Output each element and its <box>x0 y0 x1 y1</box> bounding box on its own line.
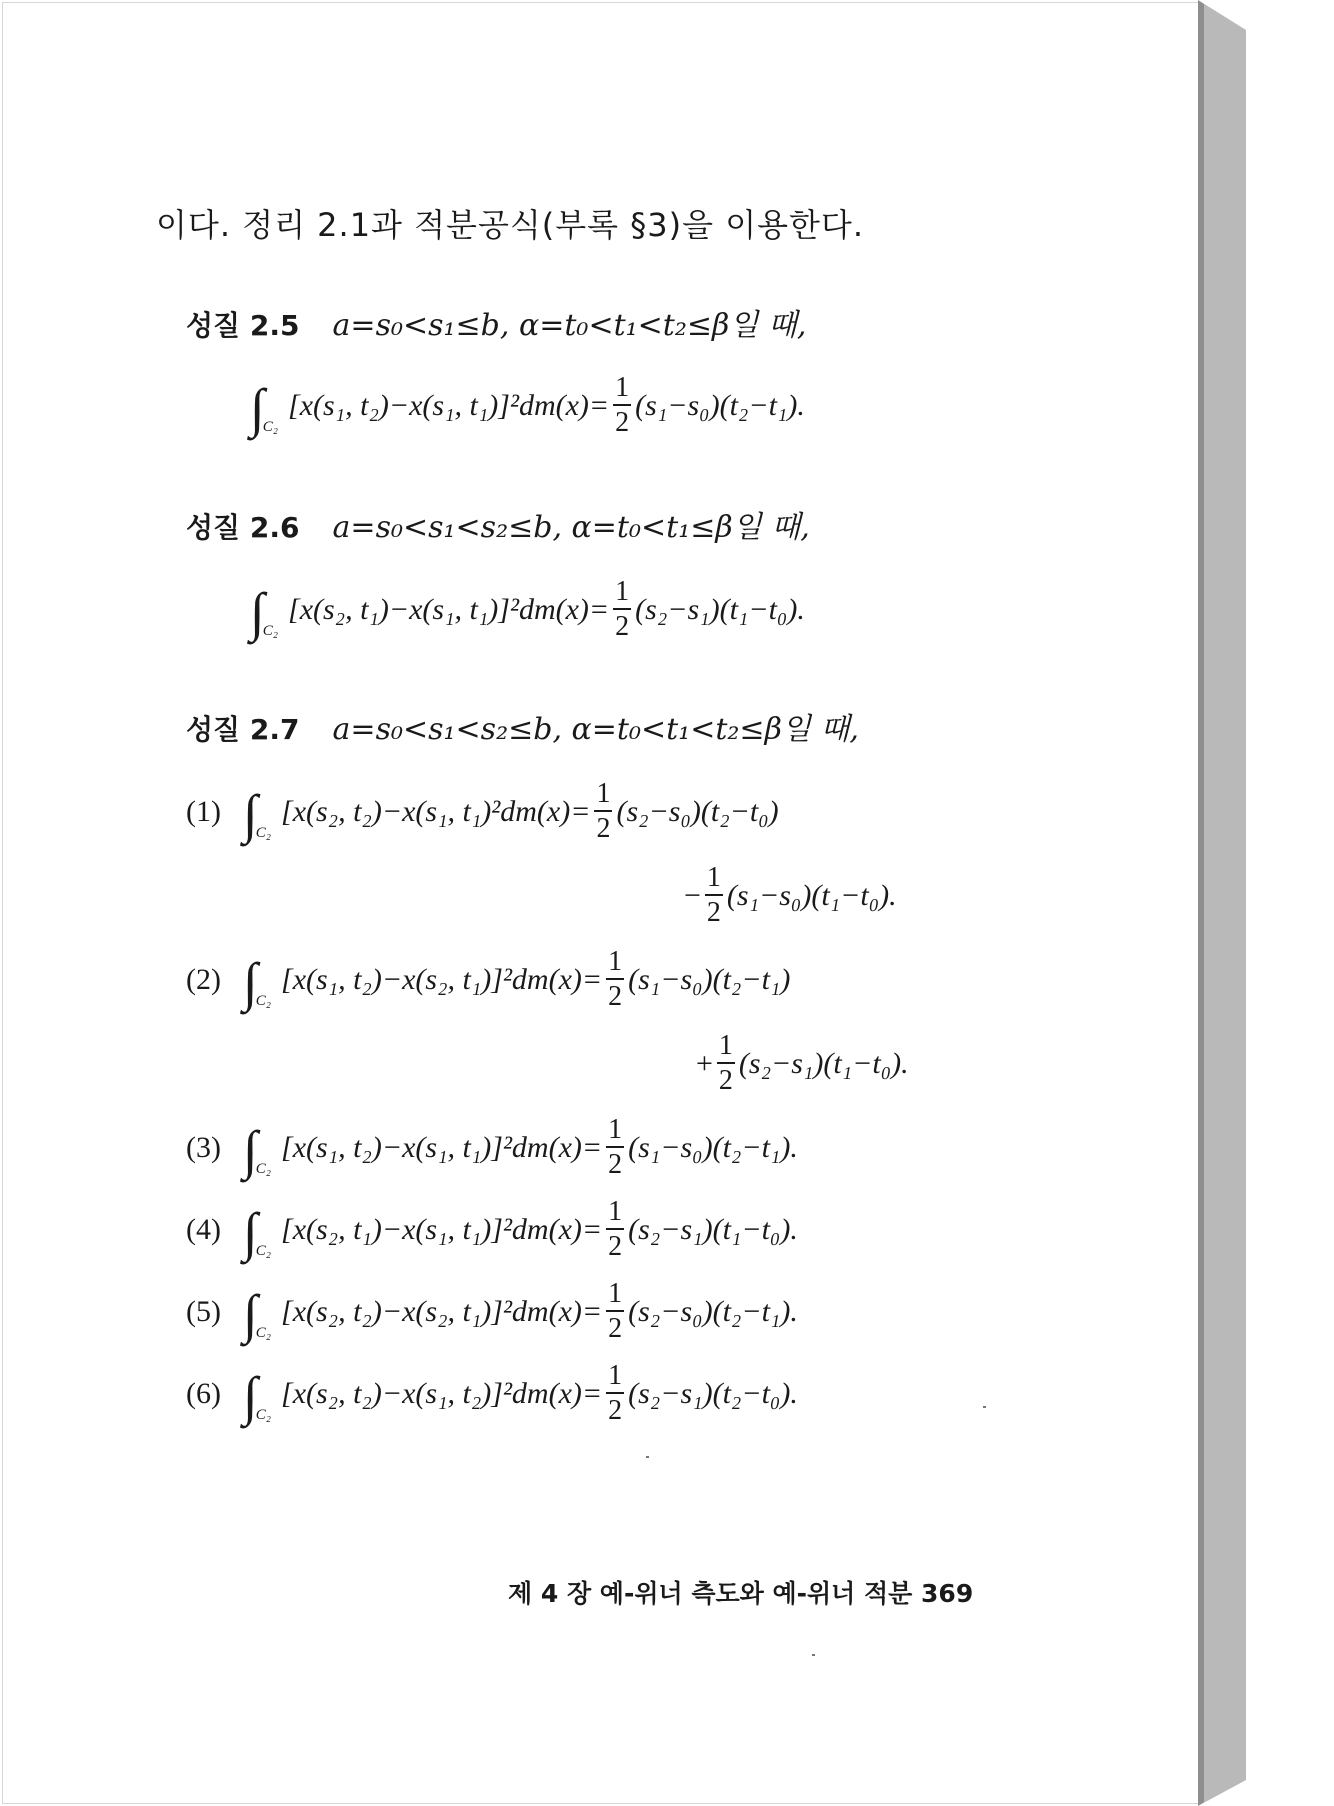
fraction-one-half: $\frac{1}{2}$ <box>608 1196 623 1262</box>
item-2-equation <box>186 948 790 1011</box>
item-5-equation <box>186 1280 798 1343</box>
equation-lhs: [x(s₂, t₂)−x(s₂, t₁)]²dm(x)= <box>281 1294 603 1328</box>
fraction-one-half: $\frac{1}{2}$ <box>615 372 630 438</box>
equation-rhs: (s₂−s₀)(t₂−t₀) <box>616 794 779 828</box>
page-edge-shading <box>1198 0 1248 1806</box>
property-2-7-heading <box>186 704 859 748</box>
item-number: (2) <box>186 962 221 996</box>
integral-subscript: C₂ <box>255 1407 272 1423</box>
property-condition: a=s₀<s₁<s₂≤b, α=t₀<t₁≤β일 때, <box>332 510 810 545</box>
integral-sign: ∫ <box>250 581 265 642</box>
integral-sign: ∫ <box>242 1283 258 1344</box>
equation-lhs: [x(s₂, t₁)−x(s₁, t₁)]²dm(x)= <box>288 592 610 626</box>
intro-text: 이다. 정리 2.1과 적분공식(부록 §3)을 이용한다. <box>156 206 865 244</box>
item-1-continuation <box>684 864 897 927</box>
book-page <box>2 2 1200 1804</box>
print-speck <box>983 1406 986 1408</box>
print-speck <box>646 1456 649 1458</box>
property-2-6-heading <box>186 502 810 546</box>
print-speck <box>812 1654 815 1656</box>
integral-sign: ∫ <box>242 951 258 1012</box>
property-condition: a=s₀<s₁<s₂≤b, α=t₀<t₁<t₂≤β일 때, <box>332 712 859 747</box>
equation-lhs: [x(s₁, t₂)−x(s₁, t₁)]²dm(x)= <box>288 388 610 422</box>
continuation-sign: − <box>684 878 701 912</box>
integral-sign: ∫ <box>250 377 265 438</box>
continuation-term: (s₂−s₁)(t₁−t₀). <box>738 1046 909 1080</box>
property-2-5-equation <box>250 374 805 437</box>
equation-rhs: (s₂−s₁)(t₁−t₀). <box>628 1212 798 1246</box>
fraction-one-half: $\frac{1}{2}$ <box>608 1278 623 1344</box>
item-number: (6) <box>186 1376 221 1410</box>
integral-subscript: C₂ <box>262 419 279 435</box>
property-label: 성질 2.7 <box>186 713 300 746</box>
equation-rhs: (s₂−s₁)(t₁−t₀). <box>635 592 805 626</box>
fraction-one-half: $\frac{1}{2}$ <box>615 576 630 642</box>
item-1-equation <box>186 780 779 843</box>
fraction-one-half: $\frac{1}{2}$ <box>596 778 611 844</box>
item-2-continuation <box>696 1032 909 1095</box>
integral-subscript: C₂ <box>255 1325 272 1341</box>
equation-rhs: (s₂−s₁)(t₂−t₀). <box>628 1376 798 1410</box>
item-number: (3) <box>186 1130 221 1164</box>
continuation-term: (s₁−s₀)(t₁−t₀). <box>726 878 897 912</box>
fraction-one-half: $\frac{1}{2}$ <box>706 862 721 928</box>
equation-lhs: [x(s₂, t₂)−x(s₁, t₁)²dm(x)= <box>281 794 591 828</box>
integral-subscript: C₂ <box>255 1243 272 1259</box>
fraction-one-half: $\frac{1}{2}$ <box>608 1114 623 1180</box>
property-label: 성질 2.5 <box>186 309 300 342</box>
fraction-one-half: $\frac{1}{2}$ <box>608 1360 623 1426</box>
equation-rhs: (s₁−s₀)(t₂−t₁). <box>635 388 805 422</box>
property-condition: a=s₀<s₁≤b, α=t₀<t₁<t₂≤β일 때, <box>332 308 807 343</box>
item-4-equation <box>186 1198 798 1261</box>
item-6-equation <box>186 1362 798 1425</box>
equation-rhs: (s₂−s₀)(t₂−t₁). <box>628 1294 798 1328</box>
integral-sign: ∫ <box>242 1119 258 1180</box>
integral-subscript: C₂ <box>255 825 272 841</box>
fraction-one-half: $\frac{1}{2}$ <box>608 946 623 1012</box>
property-label: 성질 2.6 <box>186 511 300 544</box>
equation-lhs: [x(s₂, t₁)−x(s₁, t₁)]²dm(x)= <box>281 1212 603 1246</box>
page-footer: 제 4 장 예-위너 측도와 예-위너 적분 369 <box>508 1579 974 1608</box>
property-2-5-heading <box>186 300 806 344</box>
item-number: (1) <box>186 794 221 828</box>
continuation-sign: + <box>696 1046 713 1080</box>
fraction-one-half: $\frac{1}{2}$ <box>718 1030 733 1096</box>
integral-subscript: C₂ <box>255 1161 272 1177</box>
item-3-equation <box>186 1116 798 1179</box>
integral-sign: ∫ <box>242 1201 258 1262</box>
equation-rhs: (s₁−s₀)(t₂−t₁). <box>628 1130 798 1164</box>
item-number: (5) <box>186 1294 221 1328</box>
equation-lhs: [x(s₁, t₂)−x(s₂, t₁)]²dm(x)= <box>281 962 603 996</box>
item-number: (4) <box>186 1212 221 1246</box>
integral-sign: ∫ <box>242 783 258 844</box>
integral-subscript: C₂ <box>262 623 279 639</box>
property-2-6-equation <box>250 578 805 641</box>
equation-lhs: [x(s₂, t₂)−x(s₁, t₂)]²dm(x)= <box>281 1376 603 1410</box>
equation-rhs: (s₁−s₀)(t₂−t₁) <box>628 962 791 996</box>
equation-lhs: [x(s₁, t₂)−x(s₁, t₁)]²dm(x)= <box>281 1130 603 1164</box>
integral-sign: ∫ <box>242 1365 258 1426</box>
integral-subscript: C₂ <box>255 993 272 1009</box>
